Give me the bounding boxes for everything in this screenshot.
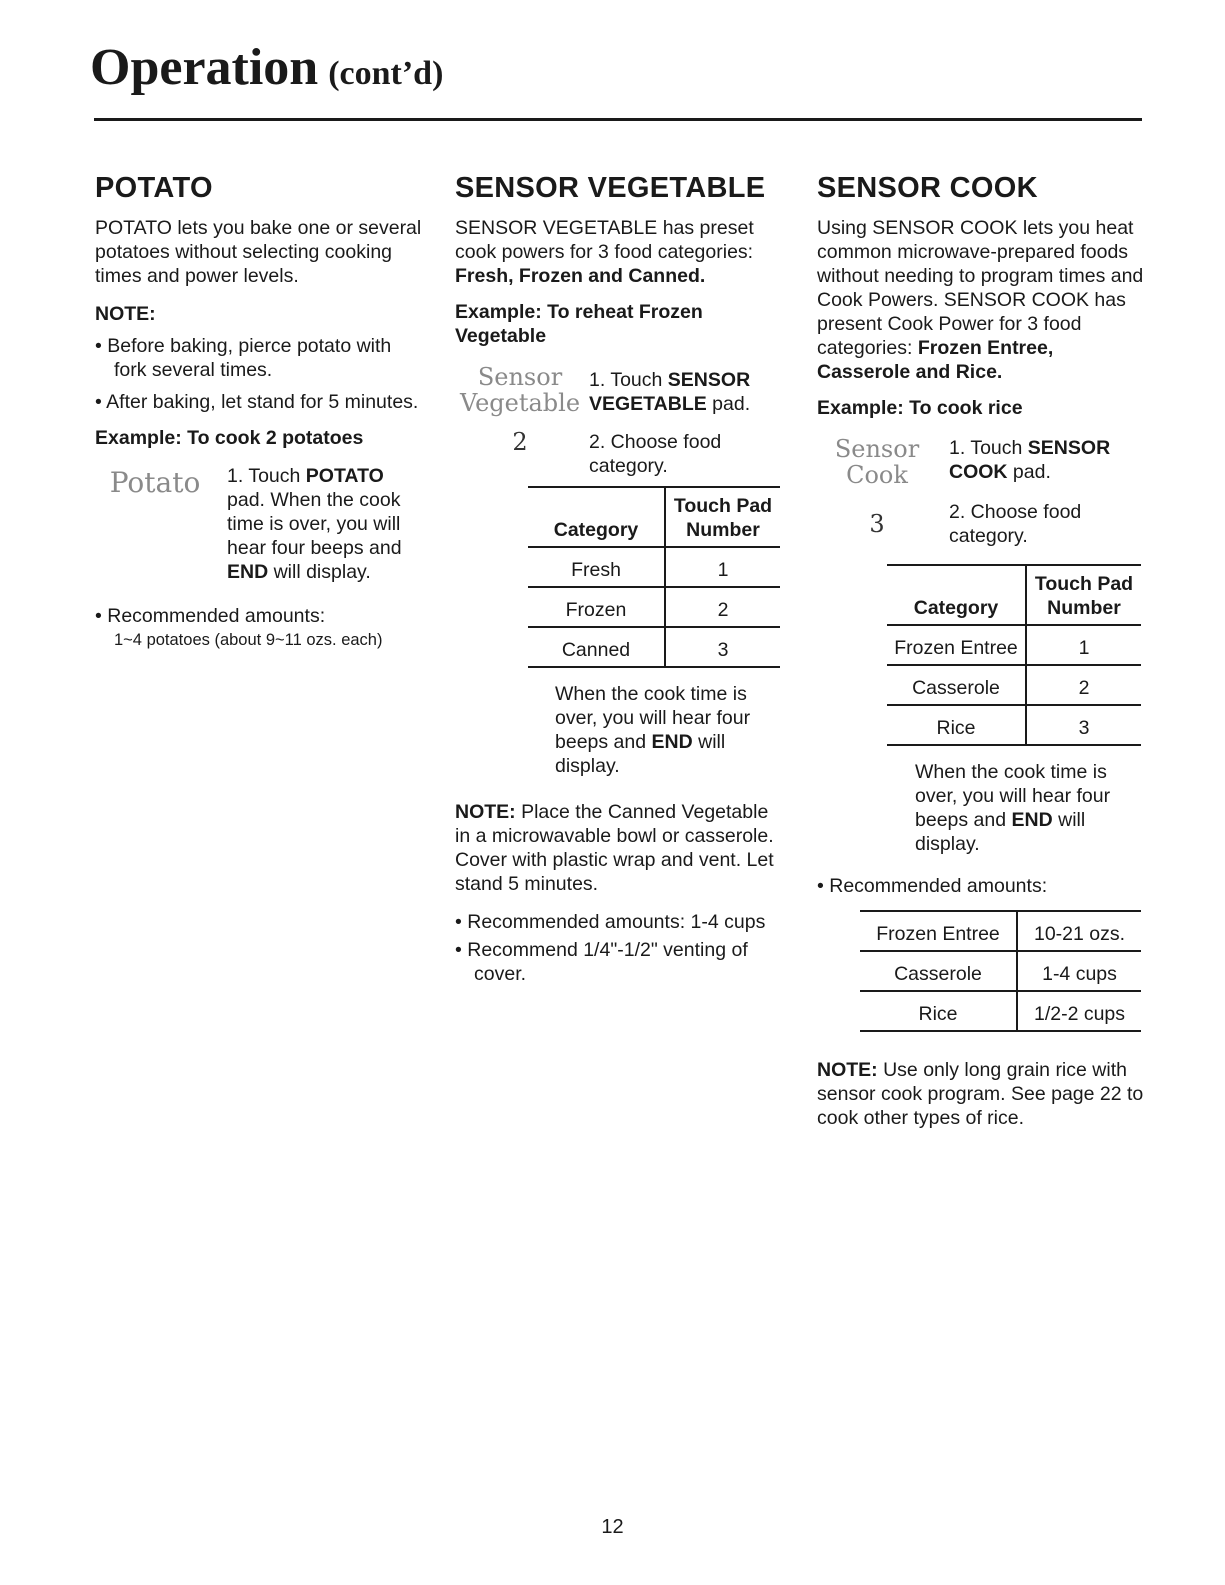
table-row: Frozen Entree 10-21 ozs. [860, 911, 1141, 951]
sensor-cook-step-1 [817, 436, 1147, 488]
potato-section [95, 170, 425, 652]
potato-note-1: • Before baking, pierce potato with fork several times. [95, 335, 392, 381]
sensor-cook-pad-label: Sensor Cook [834, 435, 920, 489]
table-header-row [887, 565, 1141, 625]
sensor-cook-step-2 [817, 500, 1147, 548]
title-main: Operation [90, 39, 319, 96]
sensor-cook-step-2-number: 3 [869, 510, 885, 538]
title-subtitle: (cont’d) [328, 55, 444, 92]
header-rule [94, 118, 1142, 121]
sensor-vegetable-bullet-2: • Recommend 1/4"-1/2" venting of cover. [455, 939, 748, 985]
potato-step-1 [95, 464, 425, 584]
sensor-vegetable-step-2-number: 2 [512, 428, 528, 456]
sensor-vegetable-step-1-text: 1. Touch SENSOR VEGETABLE pad. [589, 369, 751, 415]
potato-note-2: • After baking, let stand for 5 minutes. [95, 391, 419, 413]
table-row: Rice 3 [887, 705, 1141, 745]
sensor-vegetable-after-text: When the cook time is over, you will hear four beeps and END will display. [555, 683, 751, 777]
potato-recommended-label: • Recommended amounts: [95, 605, 326, 627]
sensor-cook-table [887, 564, 1141, 746]
sensor-vegetable-step-2 [455, 430, 785, 478]
sensor-cook-after-text: When the cook time is over, you will hear four beeps and END will display. [915, 761, 1111, 855]
sensor-cook-amounts-table [860, 910, 1141, 1032]
table-row: Rice 1/2-2 cups [860, 991, 1141, 1031]
sensor-cook-example: Example: To cook rice [817, 397, 1023, 419]
table-header-number: Touch Pad Number [1026, 565, 1141, 625]
sensor-cook-heading: SENSOR COOK [817, 172, 1038, 204]
sensor-vegetable-step-2-text: 2. Choose food category. [589, 431, 722, 477]
potato-step-text: 1. Touch POTATO pad. When the cook time is over, you will hear four beeps and END will display. [227, 465, 402, 583]
sensor-cook-recommended-label: • Recommended amounts: [817, 875, 1048, 897]
potato-example: Example: To cook 2 potatoes [95, 427, 364, 449]
sensor-vegetable-example: Example: To reheat Frozen Vegetable [455, 301, 703, 347]
sensor-vegetable-heading: SENSOR VEGETABLE [455, 172, 766, 204]
sensor-cook-step-1-text: 1. Touch SENSOR COOK pad. [949, 437, 1111, 483]
sensor-vegetable-pad-label: Sensor Vegetable [459, 363, 581, 417]
table-row: Canned 3 [528, 627, 780, 667]
sensor-vegetable-bullet-1: • Recommended amounts: 1-4 cups [455, 911, 766, 933]
sensor-vegetable-section [455, 170, 785, 986]
sensor-vegetable-table [528, 486, 780, 668]
table-row: Casserole 2 [887, 665, 1141, 705]
potato-heading: POTATO [95, 172, 213, 204]
sensor-vegetable-intro-bold: Fresh, Frozen and Canned. [455, 265, 706, 287]
table-header-row [528, 487, 780, 547]
sensor-cook-section [817, 170, 1147, 1130]
sensor-vegetable-step-1 [455, 364, 785, 416]
page-number: 12 [601, 1516, 624, 1538]
potato-note-label: NOTE: [95, 303, 156, 325]
sensor-vegetable-intro: SENSOR VEGETABLE has preset cook powers for 3 food categories: [455, 217, 754, 263]
table-header-category: Category [553, 519, 639, 541]
potato-recommended-value: 1~4 potatoes (about 9~11 ozs. each) [114, 631, 383, 649]
table-row: Casserole 1-4 cups [860, 951, 1141, 991]
sensor-cook-step-2-text: 2. Choose food category. [949, 501, 1082, 547]
table-header-number: Touch Pad Number [665, 487, 780, 547]
sensor-cook-note: NOTE: Use only long grain rice with sensor cook program. See page 22 to cook other types of rice. [817, 1059, 1144, 1129]
page-title [90, 38, 443, 97]
potato-pad-label: Potato [109, 466, 201, 499]
table-header-category: Category [913, 597, 999, 619]
table-row: Frozen 2 [528, 587, 780, 627]
sensor-vegetable-note: NOTE: Place the Canned Vegetable in a microwavable bowl or casserole. Cover with plastic wrap and vent. Let stand 5 minutes. [455, 801, 774, 895]
table-row: Fresh 1 [528, 547, 780, 587]
potato-intro: POTATO lets you bake one or several potatoes without selecting cooking times and power levels. [95, 217, 422, 287]
table-row: Frozen Entree 1 [887, 625, 1141, 665]
sensor-cook-intro: Using SENSOR COOK lets you heat common microwave-prepared foods without needing to program times and Cook Powers. SENSOR COOK has present Cook Power for 3 food categories: Frozen Entree, Casserole and Rice. [817, 217, 1144, 383]
